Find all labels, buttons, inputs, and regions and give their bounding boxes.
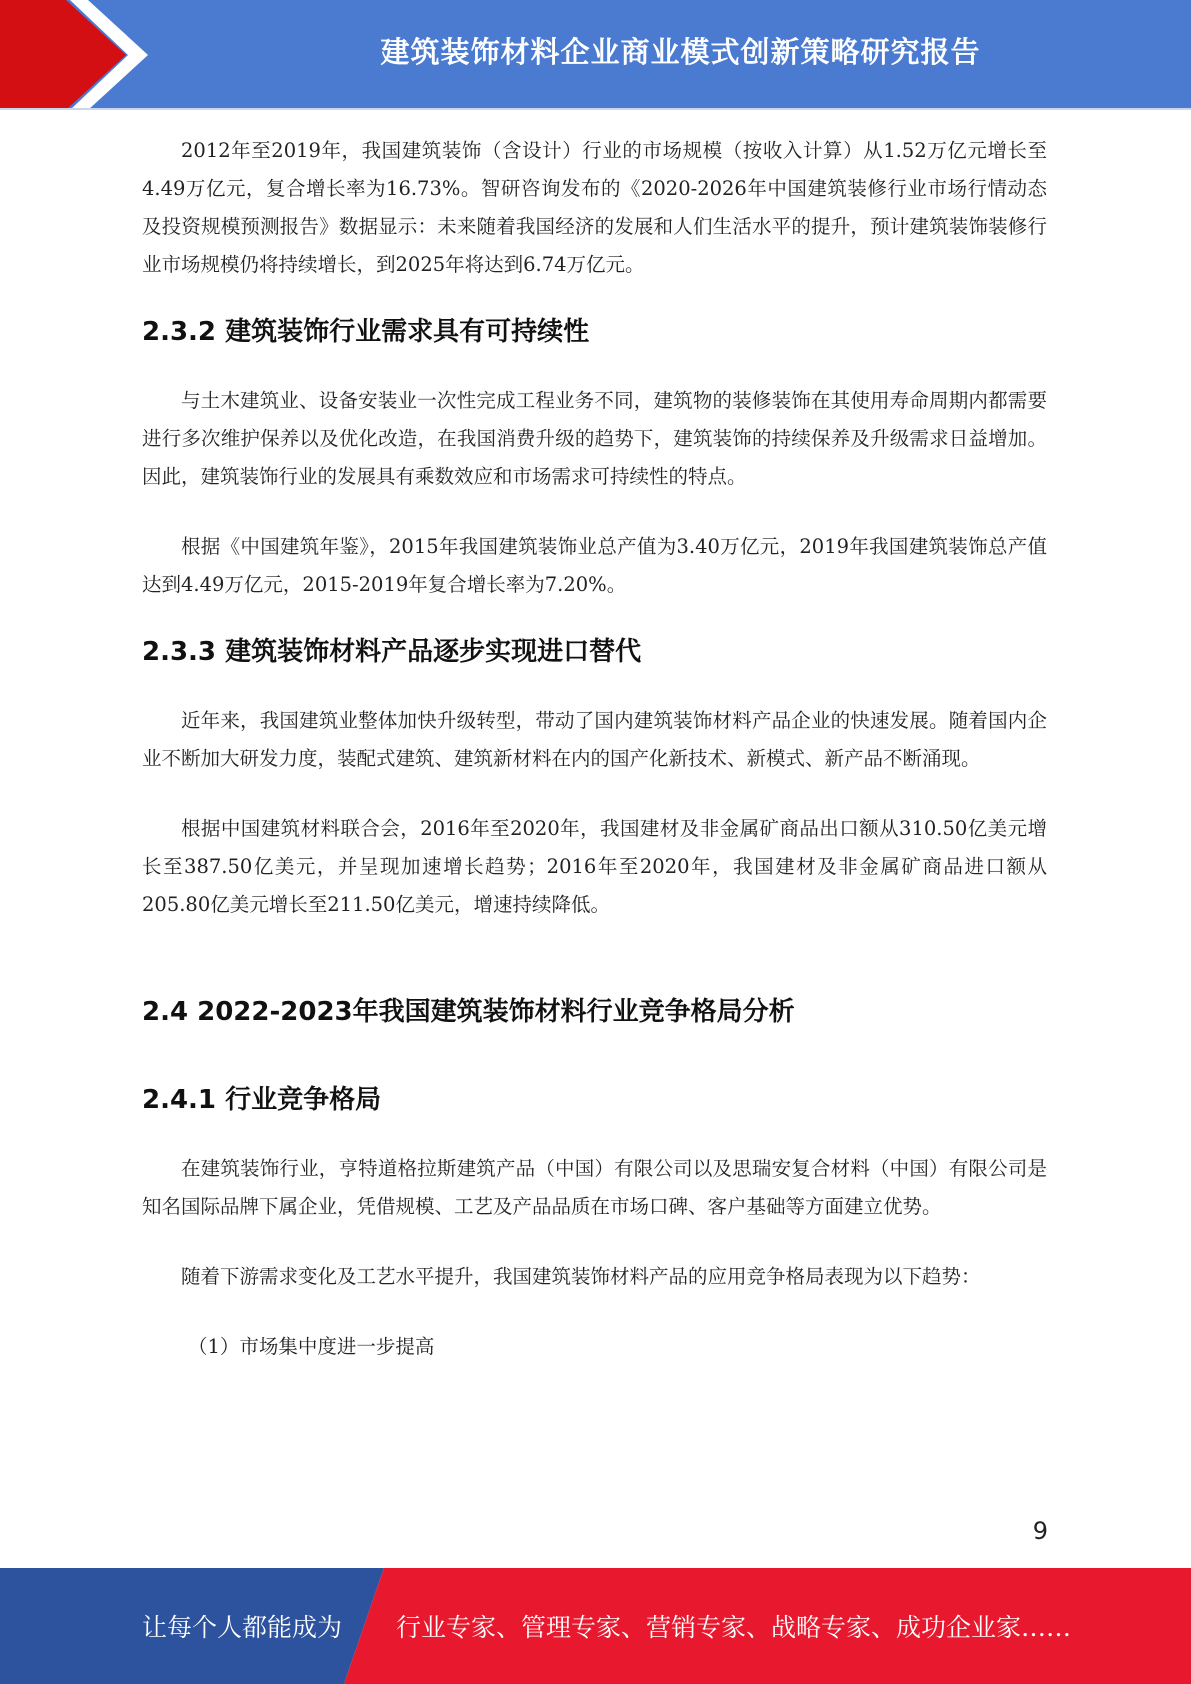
paragraph-import-substitution: 近年来，我国建筑业整体加快升级转型，带动了国内建筑装饰材料产品企业的快速发展。随着国内企业不断加大研发力度，装配式建筑、建筑新材料在内的国产化新技术、新模式、新产品不断涌现。 <box>142 709 1047 770</box>
page-number: 9 <box>1032 1517 1048 1545</box>
header-title: 建筑装饰材料企业商业模式创新策略研究报告 <box>380 34 981 69</box>
heading-2-4: 2.4 2022-2023年我国建筑装饰材料行业竞争格局分析 <box>142 997 795 1027</box>
list-item-concentration: （1）市场集中度进一步提高 <box>188 1335 435 1358</box>
page-footer <box>0 1568 1191 1684</box>
paragraph-yearbook: 根据《中国建筑年鉴》，2015年我国建筑装饰业总产值为3.40万亿元，2019年我国建筑装饰总产值达到4.49万亿元，2015-2019年复合增长率为7.20%。 <box>142 535 1047 596</box>
document-body <box>142 132 1047 1366</box>
paragraph-trends: 随着下游需求变化及工艺水平提升，我国建筑装饰材料产品的应用竞争格局表现为以下趋势： <box>181 1265 981 1288</box>
footer-slogan-right: 行业专家、管理专家、营销专家、战略专家、成功企业家…… <box>396 1613 1072 1642</box>
paragraph-sustainability: 与土木建筑业、设备安装业一次性完成工程业务不同，建筑物的装修装饰在其使用寿命周期内都需要进行多次维护保养以及优化改造，在我国消费升级的趋势下，建筑装饰的持续保养及升级需求日益增加。因此，建筑装饰行业的发展具有乘数效应和市场需求可持续性的特点。 <box>142 389 1047 488</box>
page-header <box>0 0 1191 110</box>
heading-2-4-1: 2.4.1 行业竞争格局 <box>142 1085 382 1115</box>
footer-slogan-left: 让每个人都能成为 <box>142 1613 343 1642</box>
paragraph-market-size: 2012年至2019年，我国建筑装饰（含设计）行业的市场规模（按收入计算）从1.52万亿元增长至4.49万亿元，复合增长率为16.73%。智研咨询发布的《2020-2026年中国建筑装修行业市场行情动态及投资规模预测报告》数据显示：未来随着我国经济的发展和人们生活水平的提升，预计建筑装饰装修行业市场规模仍将持续增长，到2025年将达到6.74万亿元。 <box>142 139 1047 276</box>
heading-2-3-2: 2.3.2 建筑装饰行业需求具有可持续性 <box>142 317 590 347</box>
paragraph-competition: 在建筑装饰行业，亨特道格拉斯建筑产品（中国）有限公司以及思瑞安复合材料（中国）有限公司是知名国际品牌下属企业，凭借规模、工艺及产品品质在市场口碑、客户基础等方面建立优势。 <box>142 1157 1047 1218</box>
paragraph-trade-figures: 根据中国建筑材料联合会，2016年至2020年，我国建材及非金属矿商品出口额从310.50亿美元增长至387.50亿美元，并呈现加速增长趋势；2016年至2020年，我国建材及非金属矿商品进口额从205.80亿美元增长至211.50亿美元，增速持续降低。 <box>142 817 1047 916</box>
heading-2-3-3: 2.3.3 建筑装饰材料产品逐步实现进口替代 <box>142 637 642 667</box>
